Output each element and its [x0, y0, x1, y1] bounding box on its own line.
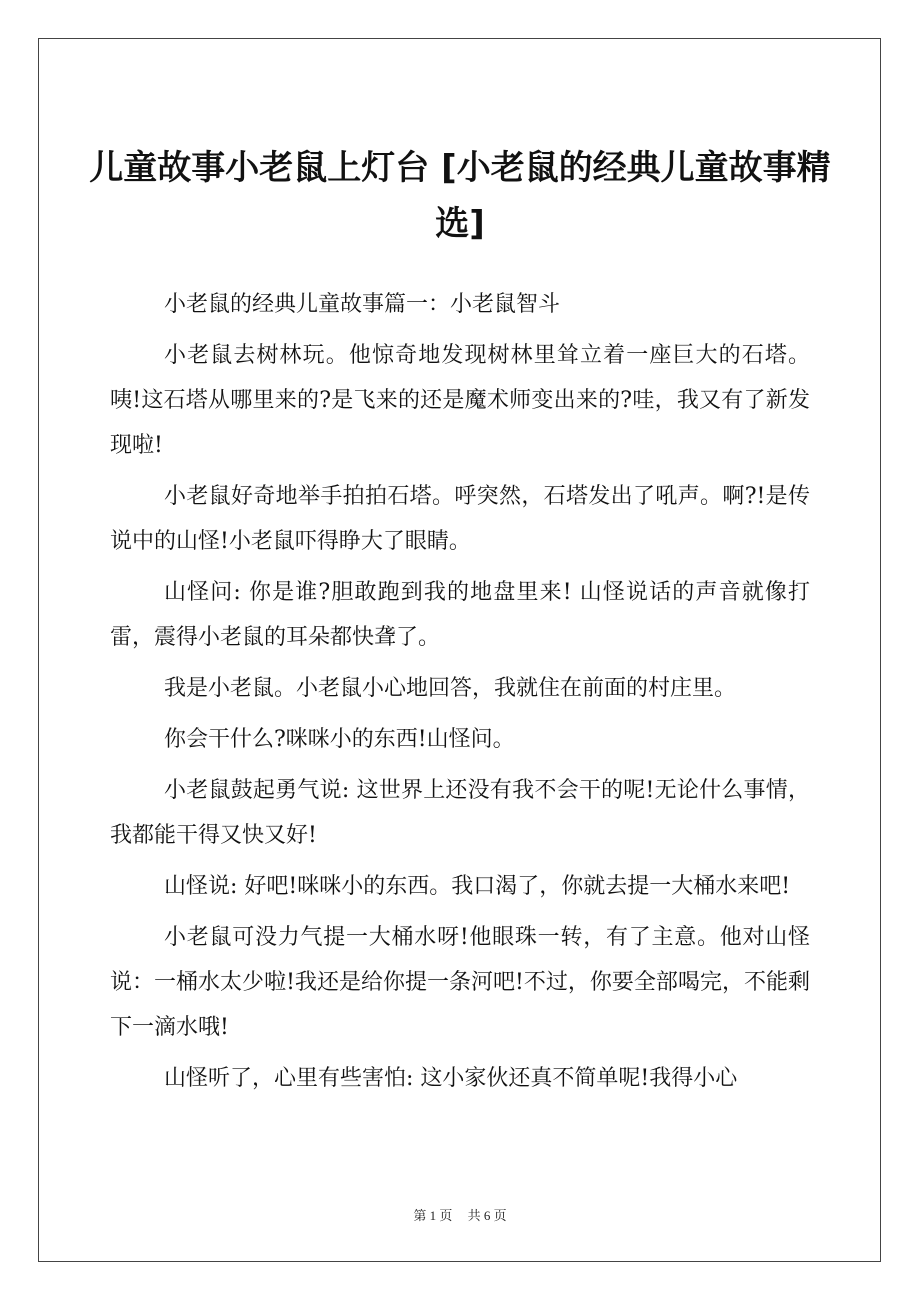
paragraph-9: 小老鼠可没力气提一大桶水呀!他眼珠一转，有了主意。他对山怪说：一桶水太少啦!我还是给你提一条河吧!不过，你要全部喝完，不能剩下一滴水哦! [110, 925, 810, 1040]
paragraph-2: 小老鼠去树林玩。他惊奇地发现树林里耸立着一座巨大的石塔。咦!这石塔从哪里来的?是飞来的还是魔术师变出来的?哇，我又有了新发现啦! [110, 343, 810, 458]
paragraph-7: 小老鼠鼓起勇气说: 这世界上还没有我不会干的呢!无论什么事情，我都能干得又快又好! [110, 778, 810, 848]
page-footer [0, 1205, 920, 1224]
paragraph-3: 小老鼠好奇地举手拍拍石塔。呼突然，石塔发出了吼声。啊?!是传说中的山怪!小老鼠吓得睁大了眼睛。 [110, 484, 810, 554]
paragraph-4: 山怪问: 你是谁?胆敢跑到我的地盘里来! 山怪说话的声音就像打雷，震得小老鼠的耳朵都快聋了。 [110, 580, 810, 650]
document-title: 儿童故事小老鼠上灯台 [小老鼠的经典儿童故事精选] [89, 148, 831, 244]
paragraph-1: 小老鼠的经典儿童故事篇一：小老鼠智斗 [164, 292, 561, 317]
page-number: 第 1 页 [413, 1208, 453, 1223]
paragraph-10: 山怪听了，心里有些害怕: 这小家伙还真不简单呢!我得小心 [164, 1066, 738, 1091]
paragraph-5: 我是小老鼠。小老鼠小心地回答，我就住在前面的村庄里。 [164, 676, 737, 701]
paragraph-8: 山怪说: 好吧!咪咪小的东西。我口渴了，你就去提一大桶水来吧! [164, 874, 791, 899]
paragraph-6: 你会干什么?咪咪小的东西!山怪问。 [164, 727, 515, 752]
page-total: 共 6 页 [467, 1208, 507, 1223]
document-body [110, 282, 810, 1107]
